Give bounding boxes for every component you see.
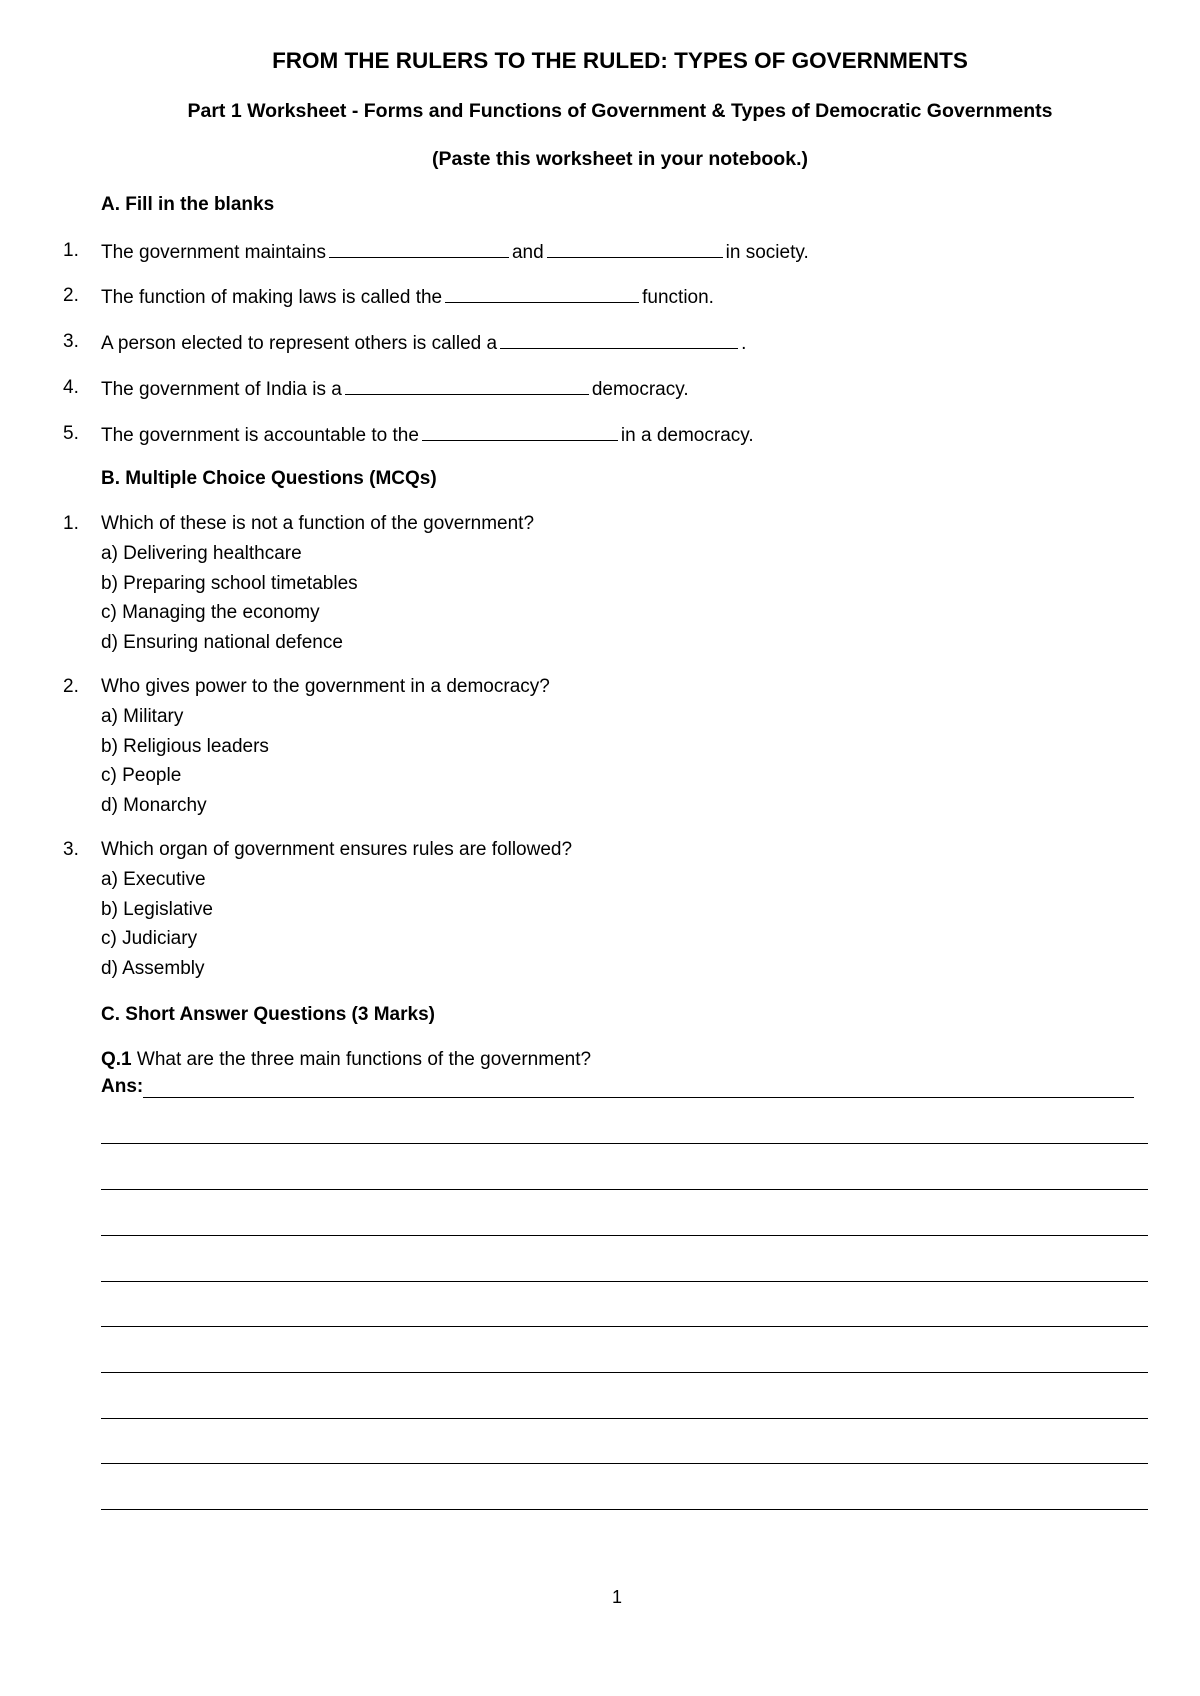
mcq-number: 1. xyxy=(63,513,79,534)
mcq-options-2 xyxy=(101,702,269,820)
section-c-heading: C. Short Answer Questions (3 Marks) xyxy=(101,1004,435,1025)
mcq-options-3 xyxy=(101,865,213,983)
answer-blank[interactable] xyxy=(422,423,618,441)
mcq-option[interactable]: b) Preparing school timetables xyxy=(101,572,358,594)
mcq-option[interactable]: b) Legislative xyxy=(101,898,213,920)
fill-blank-question-2 xyxy=(101,285,714,309)
question-text: What are the three main functions of the government? xyxy=(136,1049,592,1070)
answer-line[interactable] xyxy=(101,1418,1148,1419)
fill-blank-number: 2. xyxy=(63,285,79,306)
answer-blank[interactable] xyxy=(500,331,738,349)
page-number: 1 xyxy=(612,1587,623,1607)
answer-line[interactable] xyxy=(101,1463,1148,1464)
mcq-option[interactable]: a) Delivering healthcare xyxy=(101,543,302,564)
question-text: . xyxy=(741,333,747,354)
mcq-option[interactable]: a) Executive xyxy=(101,869,206,890)
question-text: A person elected to represent others is called a xyxy=(101,333,498,354)
question-text: in society. xyxy=(725,242,809,263)
mcq-option[interactable]: d) Ensuring national defence xyxy=(101,631,343,653)
fill-blank-number: 4. xyxy=(63,377,79,398)
worksheet-subtitle: Part 1 Worksheet - Forms and Functions of Government & Types of Democratic Governments xyxy=(187,100,1053,122)
mcq-option[interactable]: c) People xyxy=(101,765,182,786)
answer-label: Ans: xyxy=(101,1076,144,1097)
section-b-heading: B. Multiple Choice Questions (MCQs) xyxy=(101,468,437,489)
mcq-question-3: Which organ of government ensures rules are followed? xyxy=(101,839,573,860)
answer-line[interactable] xyxy=(101,1235,1148,1236)
mcq-option[interactable]: a) Military xyxy=(101,706,184,727)
answer-blank[interactable] xyxy=(547,240,723,258)
fill-blank-question-4 xyxy=(101,377,689,401)
worksheet-title: FROM THE RULERS TO THE RULED: TYPES OF GOVERNMENTS xyxy=(272,48,968,73)
mcq-options-1 xyxy=(101,539,358,657)
mcq-option[interactable]: d) Assembly xyxy=(101,957,205,979)
answer-line[interactable] xyxy=(143,1097,1134,1098)
answer-blank[interactable] xyxy=(345,377,589,395)
answer-line[interactable] xyxy=(101,1509,1148,1510)
answer-line[interactable] xyxy=(101,1143,1148,1144)
section-a-heading: A. Fill in the blanks xyxy=(101,194,275,215)
fill-blank-number: 1. xyxy=(63,240,79,261)
mcq-number: 2. xyxy=(63,676,79,697)
answer-line[interactable] xyxy=(101,1326,1148,1327)
mcq-question-2: Who gives power to the government in a democracy? xyxy=(101,676,550,697)
fill-blank-question-1 xyxy=(101,240,809,264)
paste-instruction: (Paste this worksheet in your notebook.) xyxy=(432,148,808,170)
question-text: The government maintains xyxy=(101,242,326,263)
question-label: Q.1 xyxy=(101,1049,132,1070)
question-text: The government of India is a xyxy=(101,379,342,400)
question-text: The government is accountable to the xyxy=(101,425,419,446)
fill-blank-number: 5. xyxy=(63,423,79,444)
short-answer-question xyxy=(101,1049,591,1071)
answer-blank[interactable] xyxy=(329,240,509,258)
mcq-question-1: Which of these is not a function of the government? xyxy=(101,513,535,534)
fill-blank-number: 3. xyxy=(63,331,79,352)
fill-blank-question-3 xyxy=(101,331,746,355)
mcq-option[interactable]: c) Managing the economy xyxy=(101,602,320,623)
mcq-option[interactable]: d) Monarchy xyxy=(101,794,207,816)
answer-line[interactable] xyxy=(101,1281,1148,1282)
answer-line[interactable] xyxy=(101,1372,1148,1373)
question-text: function. xyxy=(642,287,714,308)
question-text: The function of making laws is called the xyxy=(101,287,443,308)
mcq-option[interactable]: b) Religious leaders xyxy=(101,735,269,757)
answer-line[interactable] xyxy=(101,1189,1148,1190)
answer-blank[interactable] xyxy=(445,285,639,303)
mcq-number: 3. xyxy=(63,839,79,860)
question-text: democracy. xyxy=(591,379,689,400)
fill-blank-question-5 xyxy=(101,423,754,447)
mcq-option[interactable]: c) Judiciary xyxy=(101,928,198,949)
question-text: and xyxy=(511,242,544,263)
question-text: in a democracy. xyxy=(620,425,754,446)
